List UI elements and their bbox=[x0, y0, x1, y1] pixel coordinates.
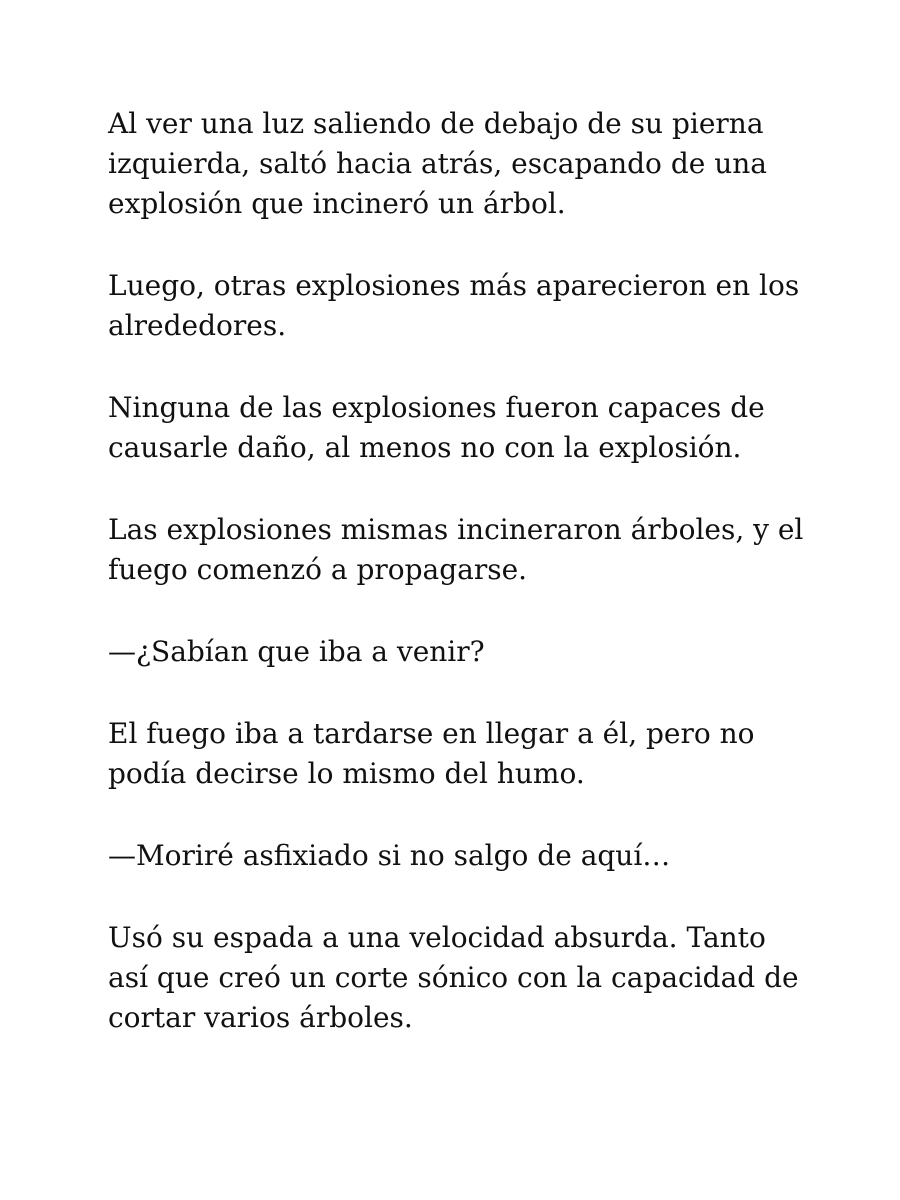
story-text bbox=[108, 104, 808, 1038]
paragraph: El fuego iba a tardarse en llegar a él, pero no podía decirse lo mismo del humo. bbox=[108, 717, 755, 790]
paragraph: Luego, otras explosiones más aparecieron en los alrededores. bbox=[108, 269, 800, 342]
paragraph: Al ver una luz saliendo de debajo de su pierna izquierda, saltó hacia atrás, escapando de una explosión que incineró un árbol. bbox=[108, 107, 767, 220]
paragraph: Ninguna de las explosiones fueron capaces de causarle daño, al menos no con la explosión. bbox=[108, 391, 765, 464]
dialogue-line: —Moriré asfixiado si no salgo de aquí… bbox=[108, 839, 671, 872]
dialogue-line: —¿Sabían que iba a venir? bbox=[108, 635, 485, 668]
paragraph: Las explosiones mismas incineraron árboles, y el fuego comenzó a propagarse. bbox=[108, 513, 804, 586]
paragraph: Usó su espada a una velocidad absurda. Tanto así que creó un corte sónico con la capacidad de cortar varios árboles. bbox=[108, 921, 799, 1034]
